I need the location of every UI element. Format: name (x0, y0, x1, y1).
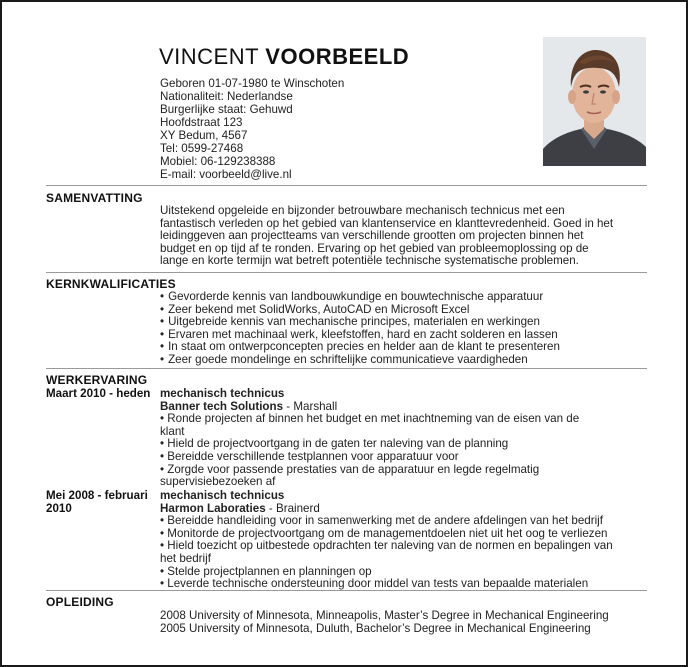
education-list (160, 610, 648, 635)
summary-line: Uitstekend opgeleide en bijzonder betrouwbare mechanisch technicus met een (160, 204, 565, 217)
list-item: • Zeer bekend met SolidWorks, AutoCAD en Microsoft Excel (160, 304, 648, 317)
section-title-summary: SAMENVATTING (46, 191, 143, 205)
job-duty: het bedrijf (160, 551, 211, 565)
summary-line: lange en korte termijn wat betreft potentiële technische systematische problemen. (160, 254, 579, 268)
section-title-experience: WERKERVARING (46, 373, 148, 387)
section-divider (46, 272, 647, 273)
job-duty: • Bereidde verschillende testplannen voor apparatuur voor (160, 449, 459, 463)
company-city: - Brainerd (265, 501, 320, 515)
summary-text (160, 205, 648, 268)
job-duty: • Bereidde handleiding voor in samenwerking met de andere afdelingen van het bedrijf (160, 514, 603, 528)
job-date-line: 2010 (46, 501, 72, 515)
contact-details (160, 77, 344, 181)
contact-line: Tel: 0599-27468 (160, 142, 244, 155)
contact-line: E-mail: voorbeeld@live.nl (160, 168, 292, 181)
job-duty: • Monitorde de projectvoortgang om de managementdoelen niet uit het oog te verliezen (160, 526, 608, 540)
job-duty: klant (160, 424, 185, 438)
job-date-line: Mei 2008 - februari (46, 489, 148, 502)
profile-photo (543, 37, 646, 166)
list-item: • Zeer goede mondelinge en schriftelijke communicatieve vaardigheden (160, 354, 648, 367)
job-date (46, 490, 158, 515)
profile-photo-icon (543, 37, 646, 166)
first-name: VINCENT (159, 44, 259, 69)
candidate-name (159, 44, 409, 70)
qualifications-list (160, 291, 648, 367)
contact-line: XY Bedum, 4567 (160, 129, 248, 142)
company-name: Harmon Laboraties (160, 501, 266, 515)
list-item: • Gevorderde kennis van landbouwkundige en bouwtechnische apparatuur (160, 291, 648, 304)
job-entry (160, 490, 648, 591)
contact-line: Hoofdstraat 123 (160, 116, 243, 129)
education-line: 2008 University of Minnesota, Minneapolis, Master’s Degree in Mechanical Engineering (160, 609, 609, 622)
contact-line: Geboren 01-07-1980 te Winschoten (160, 77, 345, 90)
list-item: • Ervaren met machinaal werk, kleefstoffen, hard en zacht solderen en lassen (160, 329, 648, 342)
section-divider (46, 590, 647, 591)
section-divider (46, 185, 647, 186)
contact-line: Mobiel: 06-129238388 (160, 155, 276, 168)
section-divider (46, 368, 647, 369)
last-name: VOORBEELD (265, 44, 410, 69)
section-title-education: OPLEIDING (46, 595, 114, 609)
list-item: • Uitgebreide kennis van mechanische principes, materialen en werkingen (160, 316, 648, 329)
summary-line: leidinggeven aan projectteams van verschillende grootten om projecten binnen het (160, 229, 584, 243)
list-item: • In staat om ontwerpconcepten precies en helder aan de klant te presenteren (160, 341, 648, 354)
job-duty: • Zorgde voor passende prestaties van de apparatuur en legde regelmatig (160, 462, 540, 476)
company-city: - Marshall (283, 399, 338, 413)
section-title-qualifications: KERNKWALIFICATIES (46, 277, 176, 291)
job-duty: • Ronde projecten af binnen het budget en met inachtneming van de eisen van de (160, 412, 580, 426)
job-duty: supervisiebezoeken af (160, 475, 276, 489)
contact-line: Nationaliteit: Nederlandse (160, 90, 293, 103)
job-duty: • Hield toezicht op uitbestede opdrachten ter naleving van de normen en bepalingen van (160, 539, 613, 553)
contact-line: Burgerlijke staat: Gehuwd (160, 103, 293, 116)
job-title: mechanisch technicus (160, 387, 285, 400)
summary-line: fantastisch verleden op het gebied van klantenservice en klanttevredenheid. Goed in het (160, 216, 614, 230)
job-duty: • Stelde projectplannen en planningen op (160, 564, 372, 578)
education-line: 2005 University of Minnesota, Duluth, Bachelor’s Degree in Mechanical Engineering (160, 621, 591, 635)
job-title: mechanisch technicus (160, 489, 285, 502)
summary-line: budget en op tijd af te ronden. Ervaring op het gebied van probleemoplossing op de (160, 241, 589, 255)
job-entry (160, 388, 648, 489)
company-name: Banner tech Solutions (160, 399, 284, 413)
job-duty: • Hield de projectvoortgang in de gaten ter naleving van de planning (160, 437, 509, 451)
job-duty: • Leverde technische ondersteuning door middel van tests van bepaalde materialen (160, 577, 589, 591)
job-date: Maart 2010 - heden (46, 387, 151, 400)
